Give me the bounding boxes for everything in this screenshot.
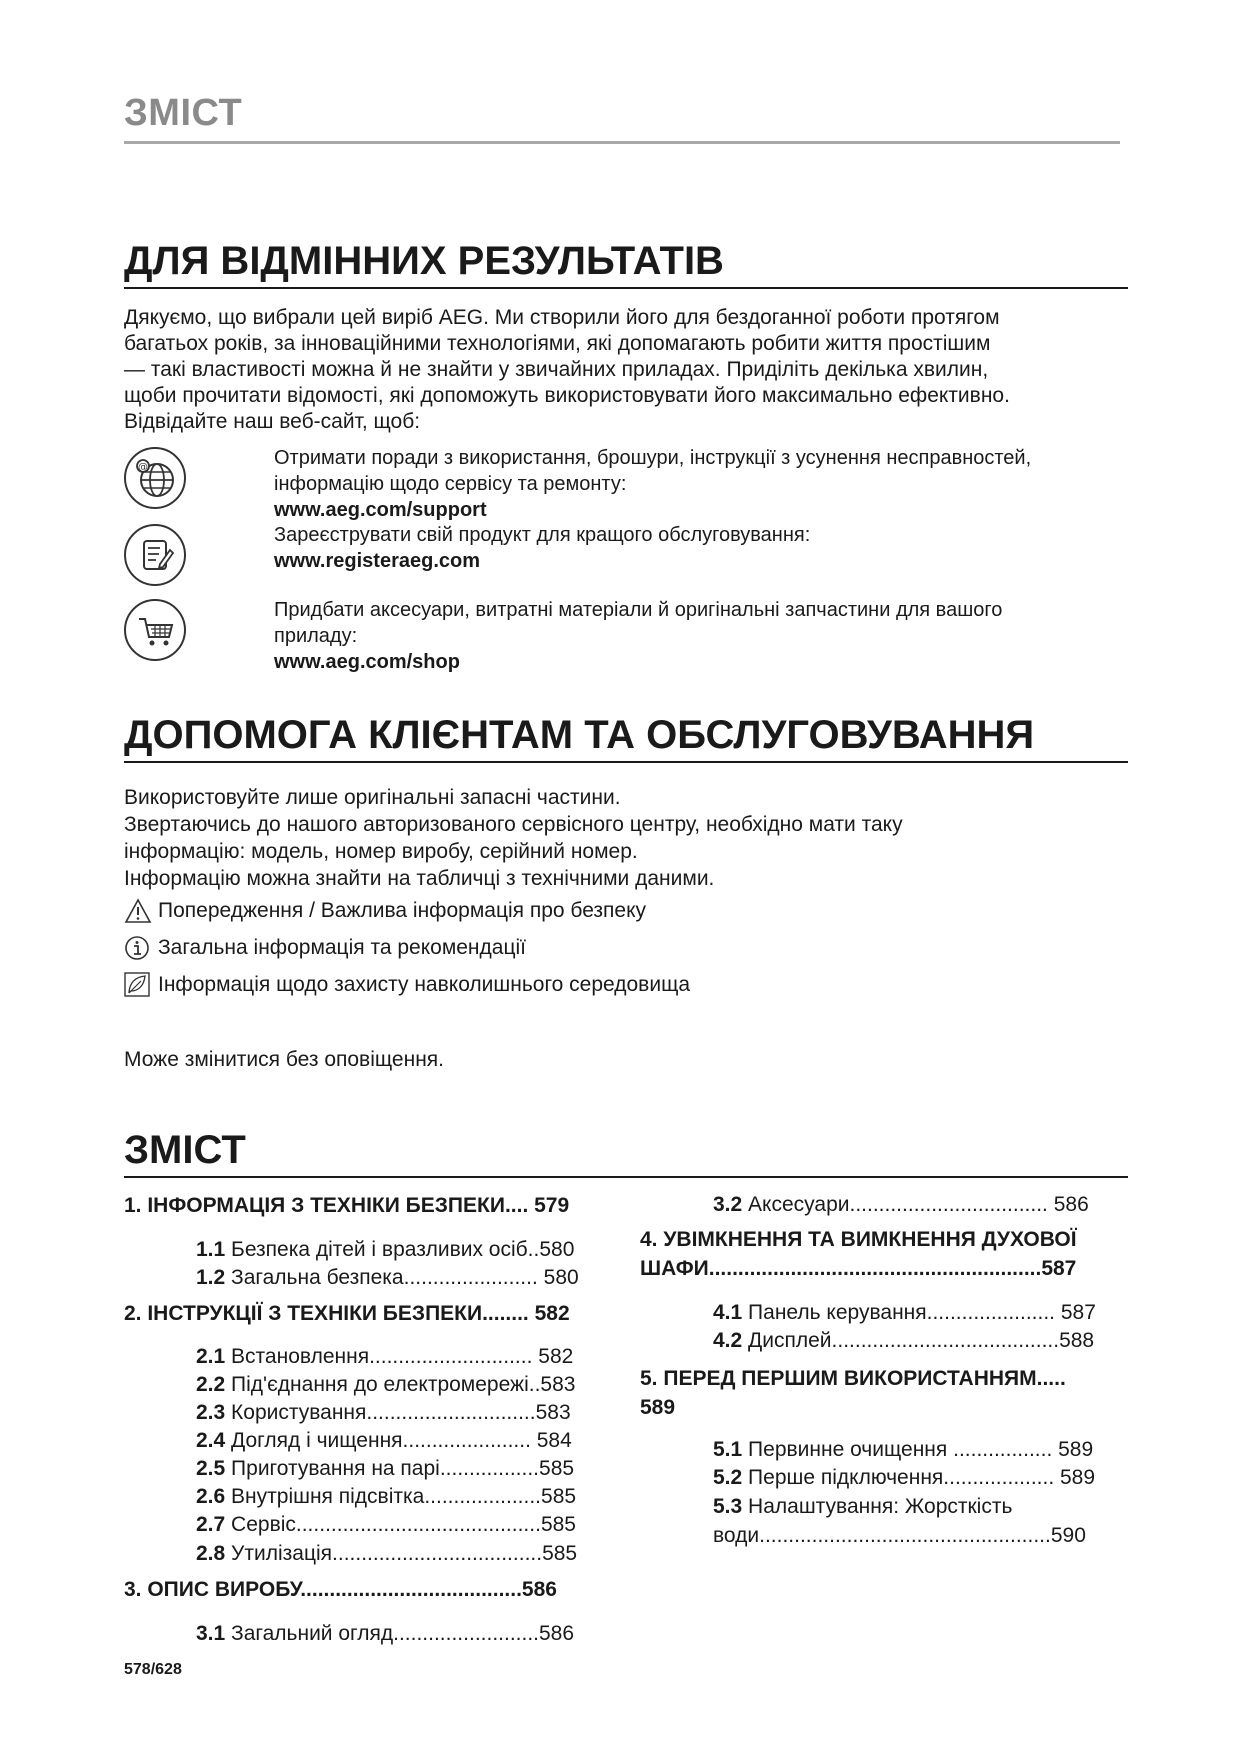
support-text-line: Отримати поради з використання, брошури, інструкції з усунення несправностей, (274, 447, 1032, 469)
legend-text: Загальна інформація та рекомендації (158, 936, 526, 959)
intro-paragraph (124, 305, 1134, 435)
toc-number: 4.1 (713, 1301, 743, 1324)
toc-number: 1.1 (196, 1238, 226, 1261)
support-text-line: приладу: (274, 625, 358, 647)
toc-text: Загальний огляд.........................586 (231, 1622, 575, 1645)
toc-entry[interactable] (713, 1493, 1012, 1521)
page-title: ЗМІСТ (124, 92, 243, 134)
results-heading: ДЛЯ ВІДМІННИХ РЕЗУЛЬТАТІВ (124, 239, 724, 283)
toc-text: Налаштування: Жорсткість (748, 1495, 1013, 1518)
change-notice: Може змінитися без оповіщення. (124, 1048, 444, 1071)
toc-entry[interactable] (713, 1191, 1089, 1219)
toc-entry[interactable]: 2. ІНСТРУКЦІЇ З ТЕХНІКИ БЕЗПЕКИ........ 582 (124, 1302, 570, 1325)
legend-environment (124, 972, 690, 998)
toc-text: Встановлення............................ 582 (231, 1345, 574, 1368)
toc-entry[interactable]: 1. ІНФОРМАЦІЯ З ТЕХНІКИ БЕЗПЕКИ.... 579 (124, 1194, 570, 1217)
toc-number: 2.3 (196, 1401, 226, 1424)
toc-entry[interactable] (196, 1343, 573, 1371)
intro-line: щоби прочитати відомості, які допоможуть використовувати його максимально ефективно. (124, 384, 1010, 407)
service-line: Звертаючись до нашого авторизованого сервісного центру, необхідно мати таку (124, 813, 903, 836)
toc-number: 2.8 (196, 1542, 226, 1565)
support-block-register (274, 522, 810, 574)
toc-text: Сервіс..........................................585 (231, 1513, 576, 1536)
support-link[interactable]: www.aeg.com/shop (274, 651, 460, 673)
toc-number: 2.4 (196, 1429, 226, 1452)
support-text-line: Зареєструвати свій продукт для кращого обслуговування: (274, 524, 811, 546)
intro-line: багатьох років, за інноваційними технологіями, які допомагають робити життя простішим (124, 332, 991, 355)
toc-entry[interactable] (196, 1371, 575, 1399)
support-text-line: Придбати аксесуари, витратні матеріали й оригінальні запчастини для вашого (274, 599, 1003, 621)
toc-entry[interactable] (196, 1620, 574, 1648)
toc-number: 3.2 (713, 1193, 743, 1216)
toc-entry[interactable] (196, 1483, 576, 1511)
header-divider (124, 141, 1120, 144)
toc-text: Приготування на парі.................585 (231, 1457, 575, 1480)
intro-line: Дякуємо, що вибрали цей виріб AEG. Ми створили його для бездоганної роботи протягом (124, 306, 1000, 329)
toc-entry-continued[interactable]: води..................................................590 (713, 1524, 1086, 1547)
toc-text: Догляд і чищення...................... 584 (231, 1429, 572, 1452)
service-paragraph (124, 784, 903, 892)
legend-text: Інформація щодо захисту навколишнього середовища (158, 973, 691, 996)
toc-heading: ЗМІСТ (124, 1128, 246, 1172)
toc-text: Первинне очищення ................. 589 (748, 1438, 1094, 1461)
toc-text: Безпека дітей і вразливих осіб..580 (231, 1238, 575, 1261)
service-line: інформацію: модель, номер виробу, серійний номер. (124, 840, 638, 863)
toc-text: Загальна безпека....................... 580 (231, 1266, 579, 1289)
toc-text: Утилізація....................................585 (231, 1542, 578, 1565)
toc-number: 4.2 (713, 1329, 743, 1352)
toc-text: Аксесуари.................................. 586 (748, 1193, 1089, 1216)
support-text-line: інформацію щодо сервісу та ремонту: (274, 473, 627, 495)
service-line: Використовуйте лише оригінальні запасні частини. (124, 786, 621, 809)
toc-entry[interactable] (196, 1264, 579, 1292)
toc-entry[interactable] (196, 1511, 576, 1539)
service-heading: ДОПОМОГА КЛІЄНТАМ ТА ОБСЛУГОВУВАННЯ (124, 713, 1035, 757)
toc-text: Панель керування...................... 587 (748, 1301, 1096, 1324)
toc-entry[interactable] (196, 1427, 572, 1455)
toc-number: 2.7 (196, 1513, 226, 1536)
support-block-info (274, 445, 1031, 523)
register-icon (124, 524, 186, 586)
toc-number: 3.1 (196, 1622, 226, 1645)
toc-entry[interactable]: 589 (640, 1396, 676, 1419)
toc-text: Перше підключення................... 589 (748, 1466, 1096, 1489)
toc-entry[interactable]: 4. УВІМКНЕННЯ ТА ВИМКНЕННЯ ДУХОВОЇ (640, 1228, 1077, 1251)
toc-number: 1.2 (196, 1266, 226, 1289)
intro-line: Відвідайте наш веб-сайт, щоб: (124, 410, 421, 433)
toc-text: Дисплей.......................................588 (748, 1329, 1095, 1352)
toc-number: 5.3 (713, 1495, 743, 1518)
toc-entry[interactable] (196, 1540, 577, 1568)
toc-number: 2.2 (196, 1373, 226, 1396)
toc-entry[interactable]: 3. ОПИС ВИРОБУ......................................586 (124, 1578, 557, 1601)
toc-text: Користування.............................583 (231, 1401, 571, 1424)
service-line: Інформацію можна знайти на табличці з технічними даними. (124, 867, 715, 890)
legend-text: Попередження / Важлива інформація про безпеку (158, 899, 647, 922)
toc-entry[interactable] (196, 1399, 571, 1427)
globe-icon (124, 447, 186, 509)
svg-text:@: @ (138, 462, 148, 473)
page-number: 578/628 (124, 1661, 182, 1678)
service-divider (124, 761, 1128, 763)
toc-entry[interactable] (196, 1236, 574, 1264)
support-link[interactable]: www.aeg.com/support (274, 499, 487, 521)
support-block-shop (274, 597, 1002, 675)
results-divider (124, 287, 1128, 289)
leaf-icon (124, 972, 152, 998)
toc-number: 5.2 (713, 1466, 743, 1489)
toc-entry[interactable]: 5. ПЕРЕД ПЕРШИМ ВИКОРИСТАННЯМ..... (640, 1367, 1066, 1390)
toc-number: 5.1 (713, 1438, 743, 1461)
support-link[interactable]: www.registeraeg.com (274, 550, 480, 572)
toc-entry[interactable]: ШАФИ.........................................................587 (640, 1257, 1077, 1280)
toc-number: 2.5 (196, 1457, 226, 1480)
legend-warning (124, 898, 646, 924)
toc-entry[interactable] (196, 1455, 574, 1483)
toc-entry[interactable] (713, 1436, 1093, 1464)
toc-number: 2.1 (196, 1345, 226, 1368)
legend-info (124, 935, 526, 961)
toc-entry[interactable] (713, 1327, 1094, 1355)
warning-icon (124, 898, 152, 924)
toc-divider (124, 1176, 1128, 1178)
info-icon (124, 935, 152, 961)
toc-text: Внутрішня підсвітка....................585 (231, 1485, 577, 1508)
intro-line: — такі властивості можна й не знайти у звичайних приладах. Приділіть декілька хвилин, (124, 358, 989, 381)
toc-entry[interactable] (713, 1464, 1095, 1492)
toc-entry[interactable] (713, 1299, 1096, 1327)
cart-icon (124, 599, 186, 661)
toc-text: Під'єднання до електромережі..583 (231, 1373, 576, 1396)
toc-number: 2.6 (196, 1485, 226, 1508)
